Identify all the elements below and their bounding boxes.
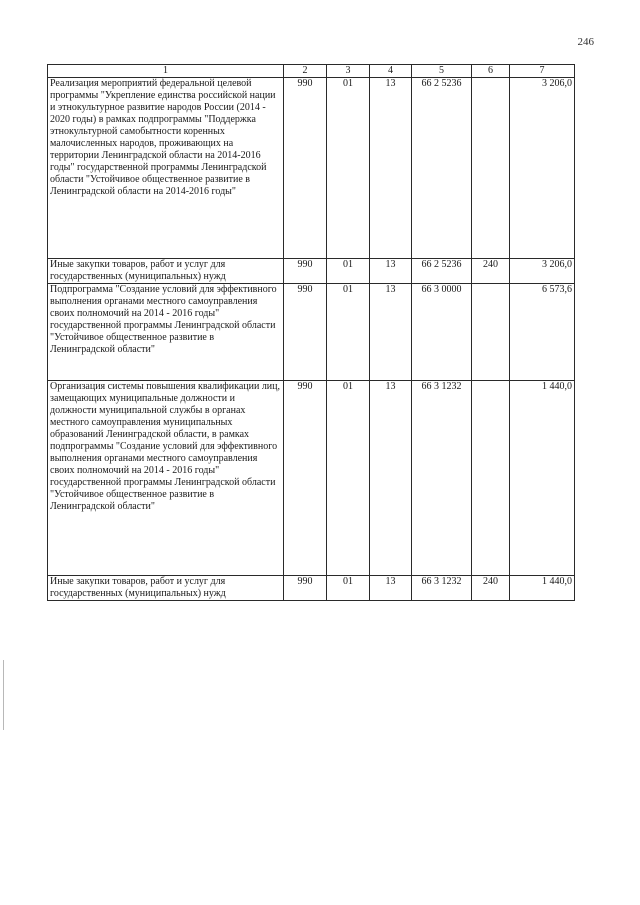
amount: 6 573,6 — [510, 284, 575, 381]
column-header: 1 — [48, 65, 284, 78]
table-row — [48, 576, 575, 601]
subsection-code: 13 — [370, 576, 412, 601]
expense-type-code — [472, 284, 510, 381]
target-article-code: 66 3 1232 — [412, 576, 472, 601]
table-row — [48, 284, 575, 381]
section-code: 01 — [327, 78, 370, 259]
row-description: Реализация мероприятий федеральной целевой программы "Укрепление единства российской нации и этнокультурное развитие народов России (2014 - 2020 годы) в рамках подпрограммы "Поддержка этнокультурной самобытности коренных малочисленных народов, проживающих на территории Ленинградской области на 2014-2016 годы" государственной программы Ленинградской области "Устойчивое общественное развитие в Ленинградской области на 2014-2016 годы" — [48, 78, 284, 259]
subsection-code: 13 — [370, 284, 412, 381]
budget-table — [47, 64, 575, 601]
column-header: 7 — [510, 65, 575, 78]
amount: 1 440,0 — [510, 381, 575, 576]
expense-type-code — [472, 78, 510, 259]
section-code: 01 — [327, 284, 370, 381]
target-article-code: 66 3 1232 — [412, 381, 472, 576]
target-article-code: 66 3 0000 — [412, 284, 472, 381]
table-header-row — [48, 65, 575, 78]
admin-code: 990 — [284, 78, 327, 259]
row-description: Подпрограмма "Создание условий для эффективного выполнения органами местного самоуправления своих полномочий на 2014 - 2016 годы" государственной программы Ленинградской области "Устойчивое общественное развитие в Ленинградской области" — [48, 284, 284, 381]
section-code: 01 — [327, 576, 370, 601]
column-header: 2 — [284, 65, 327, 78]
subsection-code: 13 — [370, 381, 412, 576]
page-number: 246 — [577, 36, 594, 48]
column-header: 5 — [412, 65, 472, 78]
amount: 3 206,0 — [510, 259, 575, 284]
expense-type-code: 240 — [472, 259, 510, 284]
section-code: 01 — [327, 381, 370, 576]
table-row — [48, 259, 575, 284]
target-article-code: 66 2 5236 — [412, 259, 472, 284]
table-row — [48, 381, 575, 576]
subsection-code: 13 — [370, 78, 412, 259]
expense-type-code — [472, 381, 510, 576]
admin-code: 990 — [284, 259, 327, 284]
amount: 3 206,0 — [510, 78, 575, 259]
admin-code: 990 — [284, 284, 327, 381]
target-article-code: 66 2 5236 — [412, 78, 472, 259]
section-code: 01 — [327, 259, 370, 284]
expense-type-code: 240 — [472, 576, 510, 601]
column-header: 3 — [327, 65, 370, 78]
row-description: Организация системы повышения квалификации лиц, замещающих муниципальные должности и должности муниципальной службы в органах местного самоуправления муниципальных образований Ленинградской области, в рамках подпрограммы "Создание условий для эффективного выполнения органами местного самоуправления своих полномочий на 2014 - 2016 годы" государственной программы Ленинградской области "Устойчивое общественное развитие в Ленинградской области" — [48, 381, 284, 576]
column-header: 6 — [472, 65, 510, 78]
scan-edge-mark — [3, 660, 4, 730]
table-row — [48, 78, 575, 259]
amount: 1 440,0 — [510, 576, 575, 601]
subsection-code: 13 — [370, 259, 412, 284]
row-description: Иные закупки товаров, работ и услуг для государственных (муниципальных) нужд — [48, 259, 284, 284]
column-header: 4 — [370, 65, 412, 78]
row-description: Иные закупки товаров, работ и услуг для государственных (муниципальных) нужд — [48, 576, 284, 601]
admin-code: 990 — [284, 381, 327, 576]
admin-code: 990 — [284, 576, 327, 601]
